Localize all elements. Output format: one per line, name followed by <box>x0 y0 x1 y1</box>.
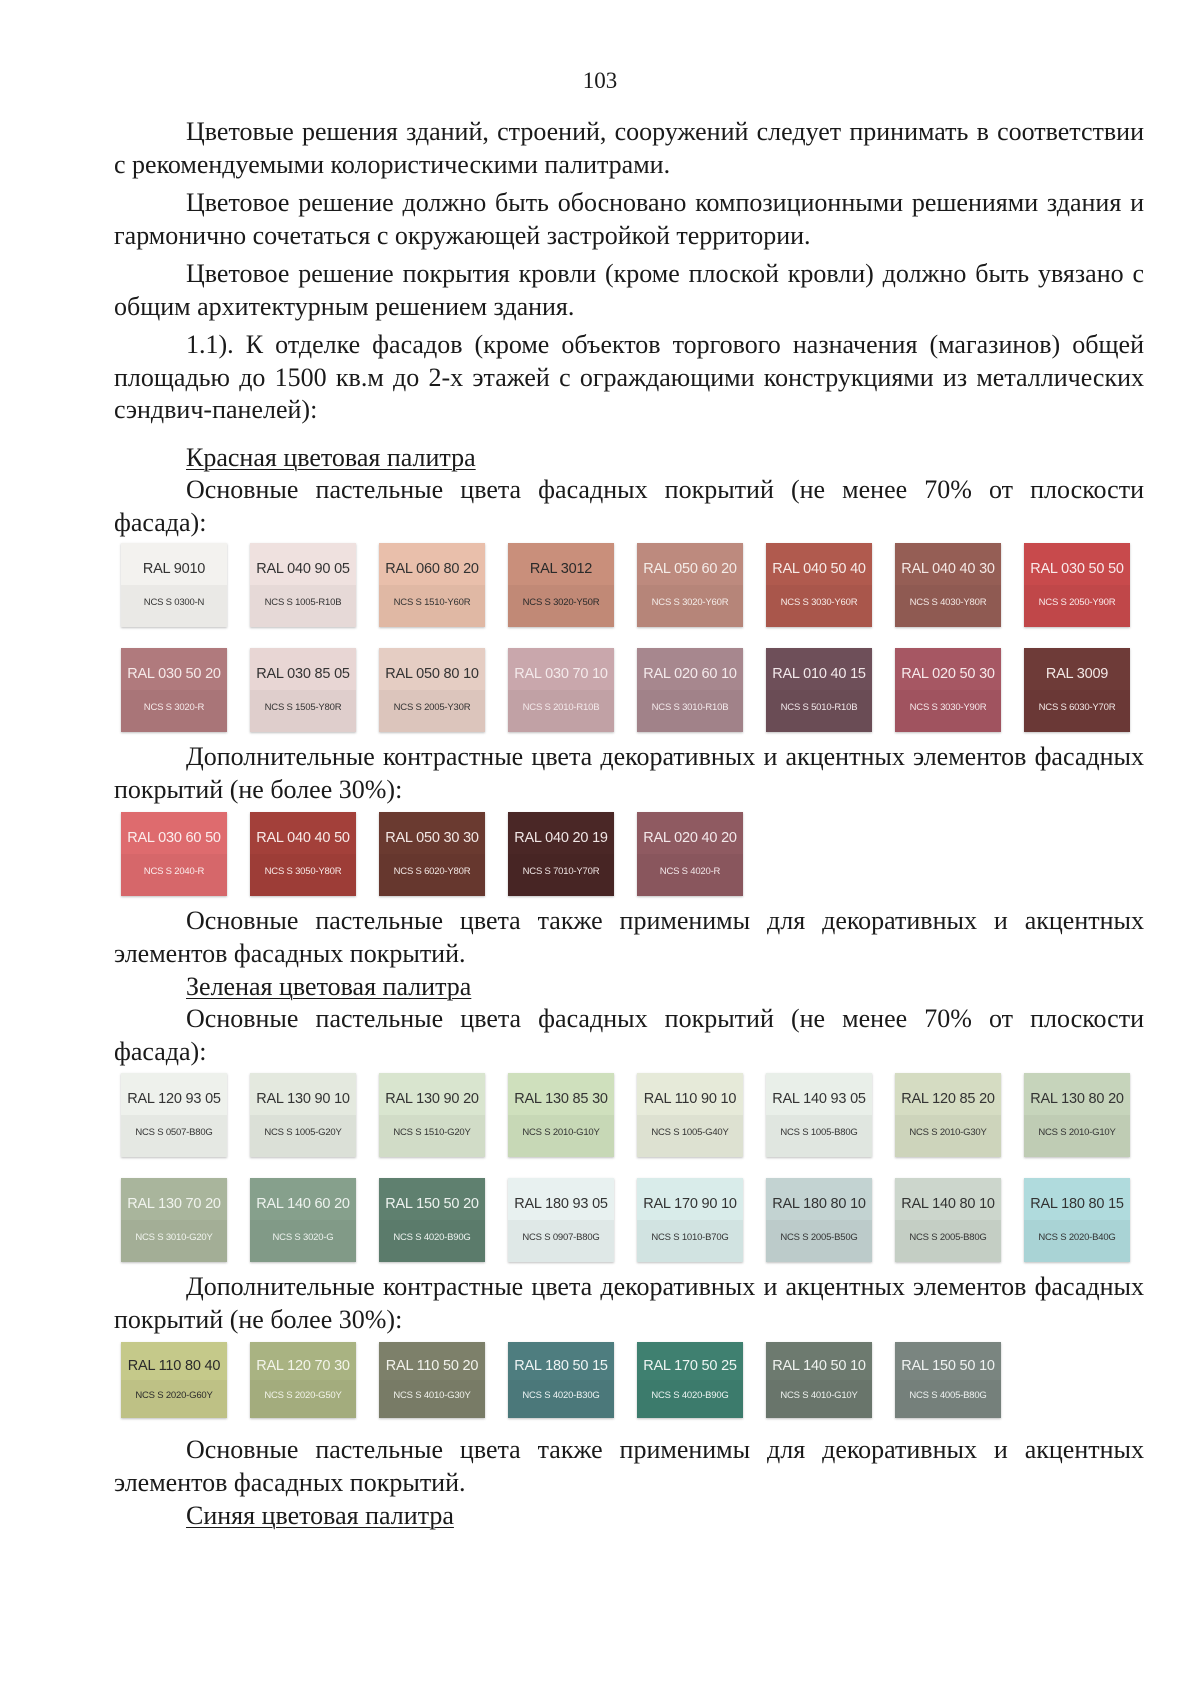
swatch-ncs-code: NCS S 4020-B90G <box>651 1390 729 1401</box>
color-swatch <box>1024 1178 1130 1262</box>
swatch-ral-code: RAL 110 90 10 <box>643 1091 737 1107</box>
red-palette-heading: Красная цветовая палитра <box>186 443 476 472</box>
swatch-ncs-code: NCS S 2010-R10B <box>522 702 600 713</box>
swatch-ncs-code: NCS S 2020-B40G <box>1038 1232 1116 1243</box>
swatch-ncs-code: NCS S 1010-B70G <box>651 1232 729 1243</box>
swatch-ral-code: RAL 130 80 20 <box>1030 1091 1124 1107</box>
swatch-ral-code: RAL 040 50 40 <box>772 561 866 577</box>
color-swatch <box>508 1073 614 1157</box>
swatch-ral-code: RAL 110 80 40 <box>127 1358 221 1374</box>
color-swatch <box>250 1178 356 1262</box>
swatch-ral-code: RAL 020 50 30 <box>901 666 995 682</box>
color-swatch <box>1024 1073 1130 1157</box>
swatch-ral-code: RAL 120 85 20 <box>901 1091 995 1107</box>
swatch-ral-code: RAL 110 50 20 <box>385 1358 479 1374</box>
color-swatch <box>250 1073 356 1157</box>
color-swatch <box>508 648 614 732</box>
swatch-ncs-code: NCS S 2005-Y30R <box>393 702 471 713</box>
swatch-ral-code: RAL 140 50 10 <box>772 1358 866 1374</box>
swatch-ncs-code: NCS S 3030-Y90R <box>909 702 987 713</box>
swatch-ncs-code: NCS S 1005-G20Y <box>264 1127 342 1138</box>
color-swatch <box>250 812 356 896</box>
swatch-ral-code: RAL 140 60 20 <box>256 1196 350 1212</box>
swatch-ral-code: RAL 040 40 30 <box>901 561 995 577</box>
swatch-ral-code: RAL 120 93 05 <box>127 1091 221 1107</box>
swatch-ncs-code: NCS S 4005-B80G <box>909 1390 987 1401</box>
color-swatch <box>637 543 743 627</box>
swatch-ral-code: RAL 060 80 20 <box>385 561 479 577</box>
color-swatch <box>1024 543 1130 627</box>
swatch-ncs-code: NCS S 2050-Y90R <box>1038 597 1116 608</box>
swatch-ral-code: RAL 180 80 10 <box>772 1196 866 1212</box>
swatch-ral-code: RAL 140 80 10 <box>901 1196 995 1212</box>
swatch-ncs-code: NCS S 3020-Y50R <box>522 597 600 608</box>
swatch-ral-code: RAL 040 20 19 <box>514 830 608 846</box>
green-main-caption: Основные пастельные цвета фасадных покрытий (не менее 70% от плоскости фасада): <box>114 1004 1144 1066</box>
color-swatch <box>766 1342 872 1418</box>
swatch-ral-code: RAL 020 40 20 <box>643 830 737 846</box>
color-swatch <box>379 1342 485 1418</box>
swatch-ncs-code: NCS S 3050-Y80R <box>264 866 342 877</box>
swatch-ncs-code: NCS S 4020-B30G <box>522 1390 600 1401</box>
color-swatch <box>250 648 356 732</box>
paragraph-3: Цветовое решение покрытия кровли (кроме плоской кровли) должно быть увязано с общим архитектурным решением здания. <box>114 259 1144 321</box>
swatch-ral-code: RAL 3012 <box>529 561 593 577</box>
swatch-ral-code: RAL 180 80 15 <box>1030 1196 1124 1212</box>
swatch-ncs-code: NCS S 2040-R <box>143 866 205 877</box>
color-swatch <box>379 1073 485 1157</box>
swatch-ncs-code: NCS S 2020-G50Y <box>264 1390 342 1401</box>
swatch-ncs-code: NCS S 3030-Y60R <box>780 597 858 608</box>
color-swatch <box>895 648 1001 732</box>
swatch-ncs-code: NCS S 4010-G10Y <box>780 1390 858 1401</box>
paragraph-2: Цветовое решение должно быть обосновано композиционными решениями здания и гармонично сочетаться с окружающей застройкой территории. <box>114 188 1144 250</box>
paragraph-4: 1.1). К отделке фасадов (кроме объектов торгового назначения (магазинов) общей площадью до 1500 кв.м до 2-х этажей с ограждающими конструкциями из металлических сэндвич-панелей): <box>114 330 1144 424</box>
swatch-ncs-code: NCS S 2010-G10Y <box>1038 1127 1116 1138</box>
color-swatch <box>121 1178 227 1262</box>
red-note: Основные пастельные цвета также применимы для декоративных и акцентных элементов фасадных покрытий. <box>114 906 1144 968</box>
color-swatch <box>895 1073 1001 1157</box>
color-swatch <box>379 812 485 896</box>
color-swatch <box>637 648 743 732</box>
swatch-ral-code: RAL 150 50 20 <box>385 1196 479 1212</box>
swatch-ral-code: RAL 130 85 30 <box>514 1091 608 1107</box>
swatch-ral-code: RAL 9010 <box>142 561 206 577</box>
green-note: Основные пастельные цвета также применимы для декоративных и акцентных элементов фасадных покрытий. <box>114 1435 1144 1497</box>
swatch-ncs-code: NCS S 1510-Y60R <box>393 597 471 608</box>
color-swatch <box>637 1342 743 1418</box>
swatch-ncs-code: NCS S 5010-R10B <box>780 702 858 713</box>
swatch-ncs-code: NCS S 3020-G <box>272 1232 334 1243</box>
swatch-ral-code: RAL 3009 <box>1045 666 1109 682</box>
swatch-ncs-code: NCS S 3020-Y60R <box>651 597 729 608</box>
swatch-ral-code: RAL 170 90 10 <box>643 1196 737 1212</box>
swatch-ral-code: RAL 180 50 15 <box>514 1358 608 1374</box>
green-palette-heading: Зеленая цветовая палитра <box>186 972 472 1001</box>
swatch-ral-code: RAL 050 80 10 <box>385 666 479 682</box>
color-swatch <box>121 543 227 627</box>
color-swatch <box>121 648 227 732</box>
swatch-ral-code: RAL 150 50 10 <box>901 1358 995 1374</box>
swatch-ral-code: RAL 010 40 15 <box>772 666 866 682</box>
swatch-ncs-code: NCS S 1510-G20Y <box>393 1127 471 1138</box>
color-swatch <box>379 1178 485 1262</box>
swatch-ncs-code: NCS S 6020-Y80R <box>393 866 471 877</box>
swatch-ncs-code: NCS S 3020-R <box>143 702 205 713</box>
red-main-caption: Основные пастельные цвета фасадных покрытий (не менее 70% от плоскости фасада): <box>114 475 1144 537</box>
swatch-ncs-code: NCS S 1005-G40Y <box>651 1127 729 1138</box>
swatch-ral-code: RAL 050 30 30 <box>385 830 479 846</box>
color-swatch <box>637 1178 743 1262</box>
swatch-ncs-code: NCS S 2010-G10Y <box>522 1127 600 1138</box>
color-swatch <box>766 543 872 627</box>
swatch-ncs-code: NCS S 0907-B80G <box>522 1232 600 1243</box>
green-accent-caption: Дополнительные контрастные цвета декоративных и акцентных элементов фасадных покрытий (не более 30%): <box>114 1272 1144 1334</box>
swatch-ncs-code: NCS S 4030-Y80R <box>909 597 987 608</box>
swatch-ral-code: RAL 180 93 05 <box>514 1196 608 1212</box>
swatch-ral-code: RAL 130 90 20 <box>385 1091 479 1107</box>
swatch-ncs-code: NCS S 1005-R10B <box>264 597 342 608</box>
swatch-ral-code: RAL 140 93 05 <box>772 1091 866 1107</box>
swatch-ral-code: RAL 130 90 10 <box>256 1091 350 1107</box>
color-swatch <box>250 1342 356 1418</box>
swatch-ncs-code: NCS S 2010-G30Y <box>909 1127 987 1138</box>
swatch-ral-code: RAL 030 50 50 <box>1030 561 1124 577</box>
color-swatch <box>637 812 743 896</box>
color-swatch <box>895 543 1001 627</box>
swatch-ncs-code: NCS S 3010-G20Y <box>135 1232 213 1243</box>
color-swatch <box>766 648 872 732</box>
swatch-ral-code: RAL 120 70 30 <box>256 1358 350 1374</box>
swatch-ncs-code: NCS S 2020-G60Y <box>135 1390 213 1401</box>
swatch-ral-code: RAL 040 90 05 <box>256 561 350 577</box>
swatch-ral-code: RAL 050 60 20 <box>643 561 737 577</box>
color-swatch <box>895 1178 1001 1262</box>
color-swatch <box>379 648 485 732</box>
color-swatch <box>508 812 614 896</box>
swatch-ral-code: RAL 130 70 20 <box>127 1196 221 1212</box>
swatch-ncs-code: NCS S 0300-N <box>143 597 205 608</box>
color-swatch <box>121 1342 227 1418</box>
swatch-ncs-code: NCS S 6030-Y70R <box>1038 702 1116 713</box>
swatch-ncs-code: NCS S 4020-B90G <box>393 1232 471 1243</box>
color-swatch <box>895 1342 1001 1418</box>
page-number: 103 <box>582 68 618 93</box>
color-swatch <box>121 1073 227 1157</box>
swatch-ncs-code: NCS S 4020-R <box>659 866 721 877</box>
swatch-ral-code: RAL 030 70 10 <box>514 666 608 682</box>
swatch-ncs-code: NCS S 7010-Y70R <box>522 866 600 877</box>
swatch-ncs-code: NCS S 1505-Y80R <box>264 702 342 713</box>
blue-palette-heading: Синяя цветовая палитра <box>186 1501 454 1530</box>
swatch-ncs-code: NCS S 2005-B80G <box>909 1232 987 1243</box>
swatch-ncs-code: NCS S 1005-B80G <box>780 1127 858 1138</box>
color-swatch <box>121 812 227 896</box>
swatch-ncs-code: NCS S 0507-B80G <box>135 1127 213 1138</box>
swatch-ncs-code: NCS S 4010-G30Y <box>393 1390 471 1401</box>
color-swatch <box>637 1073 743 1157</box>
color-swatch <box>1024 648 1130 732</box>
swatch-ral-code: RAL 170 50 25 <box>643 1358 737 1374</box>
red-accent-caption: Дополнительные контрастные цвета декоративных и акцентных элементов фасадных покрытий (не более 30%): <box>114 742 1144 804</box>
color-swatch <box>766 1073 872 1157</box>
color-swatch <box>508 1342 614 1418</box>
color-swatch <box>508 543 614 627</box>
swatch-ncs-code: NCS S 3010-R10B <box>651 702 729 713</box>
swatch-ral-code: RAL 040 40 50 <box>256 830 350 846</box>
color-swatch <box>379 543 485 627</box>
swatch-ral-code: RAL 030 50 20 <box>127 666 221 682</box>
swatch-ncs-code: NCS S 2005-B50G <box>780 1232 858 1243</box>
paragraph-1: Цветовые решения зданий, строений, сооружений следует принимать в соответствии с рекомендуемыми колористическими палитрами. <box>114 117 1144 179</box>
swatch-ral-code: RAL 020 60 10 <box>643 666 737 682</box>
color-swatch <box>508 1178 614 1262</box>
swatch-ral-code: RAL 030 60 50 <box>127 830 221 846</box>
color-swatch <box>766 1178 872 1262</box>
color-swatch <box>250 543 356 627</box>
swatch-ral-code: RAL 030 85 05 <box>256 666 350 682</box>
